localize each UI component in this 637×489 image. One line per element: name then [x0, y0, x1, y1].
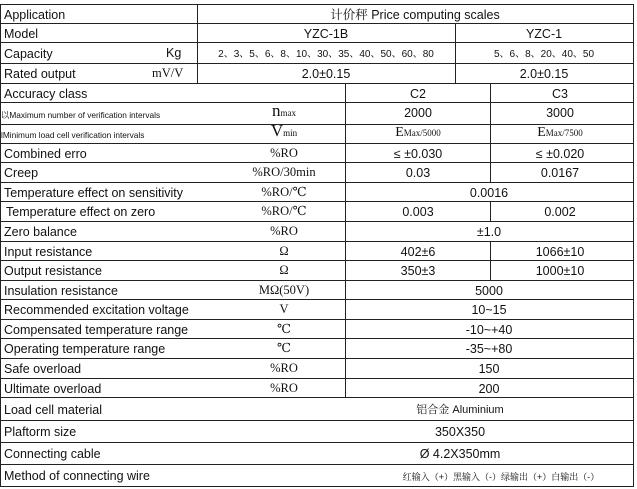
temp-sensitivity-unit: %RO/℃	[261, 185, 307, 199]
vmin-c2	[395, 125, 441, 140]
temp-zero-label: Temperature effect on zero	[6, 205, 156, 219]
temp-zero-c2: 0.003	[402, 205, 434, 219]
compensated-temp-label: Compensated temperature range	[4, 323, 189, 337]
vmin-c3	[537, 125, 583, 140]
accuracy-class-label: Accuracy class	[4, 87, 88, 101]
input-resistance-c3: 1066±10	[535, 245, 585, 259]
compensated-temp-value: -10~+40	[465, 323, 513, 337]
grid-line	[0, 182, 633, 183]
grid-line	[0, 378, 633, 379]
vmin-text: Minimum load cell verification intervals	[2, 130, 145, 140]
zero-balance-value: ±1.0	[476, 225, 502, 239]
accuracy-class-c2: C2	[410, 87, 426, 101]
nmax-text: Maximum number of verification intervals	[9, 110, 161, 120]
capacity-label: Capacity	[4, 47, 53, 61]
creep-c3: 0.0167	[540, 166, 580, 180]
grid-line	[0, 102, 633, 103]
vmin-sub: min	[283, 128, 298, 138]
grid-line	[345, 83, 346, 398]
nmax-sub: max	[280, 108, 296, 118]
grid-line	[0, 442, 633, 443]
grid-line	[0, 143, 633, 144]
temp-sensitivity-label: Temperature effect on sensitivity	[4, 186, 184, 200]
output-resistance-label: Output resistance	[4, 264, 102, 278]
grid-line	[490, 201, 491, 221]
vmin-sym: V	[270, 121, 284, 140]
capacity-yzc1: 5、6、8、20、40、50	[493, 49, 595, 60]
grid-line	[0, 260, 633, 261]
combined-erro-unit: %RO	[270, 146, 298, 160]
nmax-sym: n	[272, 101, 281, 120]
grid-line	[0, 280, 633, 281]
material-label: Load cell material	[4, 403, 102, 417]
grid-line	[0, 319, 633, 320]
temp-sensitivity-value: 0.0016	[469, 186, 509, 200]
connecting-cable-label: Connecting cable	[4, 447, 101, 461]
vmin-c3-sub: Max/7500	[545, 128, 583, 138]
model-yzc1b: YZC-1B	[303, 27, 349, 41]
zero-balance-unit: %RO	[270, 224, 298, 238]
material-value: 铝合金 Aluminium	[416, 404, 504, 416]
grid-line	[0, 63, 633, 64]
insulation-resistance-label: Insulation resistance	[4, 284, 118, 298]
zero-balance-label: Zero balance	[4, 225, 77, 239]
grid-line	[0, 83, 633, 84]
nmax-symbol	[272, 101, 296, 120]
capacity-yzc1b: 2、3、5、6、8、10、30、35、40、50、60、80	[218, 49, 434, 60]
model-label: Model	[4, 27, 39, 41]
connecting-cable-value: Ø 4.2X350mm	[419, 447, 501, 461]
ultimate-overload-value: 200	[478, 382, 500, 396]
capacity-unit: Kg	[166, 46, 182, 60]
safe-overload-unit: %RO	[270, 361, 298, 375]
insulation-resistance-unit: MΩ(50V)	[258, 283, 310, 297]
grid-line	[197, 4, 198, 84]
creep-unit: %RO/30min	[252, 165, 316, 179]
grid-line	[0, 420, 633, 421]
combined-erro-c2: ≤ ±0.030	[393, 147, 443, 161]
grid-line	[0, 201, 633, 202]
vmin-label	[1, 128, 144, 142]
creep-label: Creep	[4, 166, 39, 180]
operating-temp-value: -35~+80	[465, 342, 513, 356]
model-yzc1: YZC-1	[525, 27, 563, 41]
vmin-prefix: l	[1, 130, 3, 140]
grid-line	[0, 23, 633, 24]
combined-erro-label: Combined erro	[4, 147, 87, 161]
temp-zero-c3: 0.002	[544, 205, 576, 219]
application-value: 计价秤 Price computing scales	[330, 8, 500, 22]
rated-output-unit: mV/V	[152, 66, 184, 80]
rated-output-label: Rated output	[4, 67, 76, 81]
compensated-temp-unit: ℃	[277, 322, 291, 336]
excitation-voltage-unit: V	[279, 302, 289, 316]
vmin-c2-sub: Max/5000	[403, 128, 441, 138]
accuracy-class-c3: C3	[552, 87, 568, 101]
grid-line	[633, 4, 634, 487]
temp-zero-unit: %RO/℃	[261, 204, 307, 218]
vmin-symbol	[270, 121, 298, 140]
application-label: Application	[4, 8, 66, 22]
grid-line	[455, 23, 456, 84]
vmin-c2-sym: E	[395, 125, 404, 140]
excitation-voltage-value: 10~15	[471, 303, 507, 317]
rated-output-yzc1b: 2.0±0.15	[301, 67, 351, 81]
grid-line	[0, 299, 633, 300]
ultimate-overload-unit: %RO	[270, 381, 298, 395]
output-resistance-unit: Ω	[279, 263, 289, 277]
nmax-c2: 2000	[404, 106, 432, 120]
input-resistance-c2: 402±6	[400, 245, 436, 259]
grid-line	[0, 162, 633, 163]
combined-erro-c3: ≤ ±0.020	[535, 147, 585, 161]
grid-line	[0, 486, 633, 487]
input-resistance-unit: Ω	[279, 244, 289, 258]
operating-temp-unit: ℃	[277, 341, 291, 355]
connecting-wire-label: Method of connecting wire	[4, 469, 150, 483]
vmin-c3-sym: E	[537, 125, 546, 140]
grid-line	[0, 464, 633, 465]
ultimate-overload-label: Ultimate overload	[4, 382, 102, 396]
grid-line	[0, 221, 633, 222]
output-resistance-c2: 350±3	[400, 264, 436, 278]
safe-overload-value: 150	[478, 362, 500, 376]
nmax-prefix: 以	[1, 110, 10, 120]
nmax-label	[1, 108, 160, 122]
grid-line	[0, 4, 633, 5]
output-resistance-c3: 1000±10	[535, 264, 585, 278]
platform-size-label: Plaftorm size	[4, 425, 77, 439]
operating-temp-label: Operating temperature range	[4, 342, 166, 356]
grid-line	[0, 338, 633, 339]
nmax-c3: 3000	[546, 106, 574, 120]
grid-line	[490, 83, 491, 182]
insulation-resistance-value: 5000	[475, 284, 503, 298]
grid-line	[490, 241, 491, 280]
input-resistance-label: Input resistance	[4, 245, 93, 259]
grid-line	[0, 397, 633, 398]
grid-line	[0, 241, 633, 242]
grid-line	[0, 42, 633, 43]
safe-overload-label: Safe overload	[4, 362, 82, 376]
excitation-voltage-label: Recommended excitation voltage	[4, 303, 189, 317]
platform-size-value: 350X350	[434, 425, 486, 439]
grid-line	[0, 358, 633, 359]
grid-line	[0, 4, 1, 487]
connecting-wire-value: 红输入（+）黑输入（-）绿输出（+）白输出（-）	[402, 472, 600, 482]
creep-c2: 0.03	[405, 166, 431, 180]
rated-output-yzc1: 2.0±0.15	[519, 67, 569, 81]
